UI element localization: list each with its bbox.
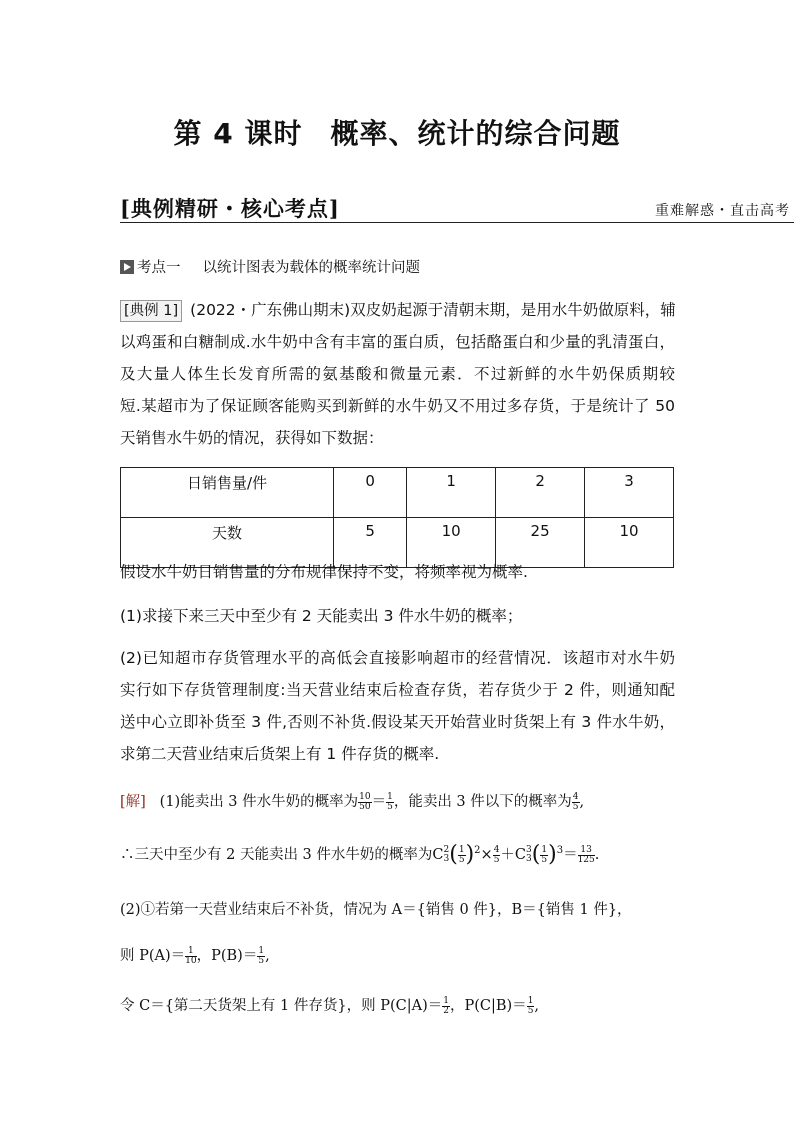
example-line-2: 以鸡蛋和白糖制成.水牛奶中含有丰富的蛋白质，包括酪蛋白和少量的乳清蛋白， [120,333,675,351]
example-paragraph [120,294,675,454]
fraction: $\frac{13}{125}$ [577,844,595,865]
fraction: $\frac{4}{5}$ [572,791,579,812]
question-2-line: 求第二天营业结束后货架上有 1 件存货的概率. [120,745,440,763]
lesson-number: 第 4 课时 [173,117,303,150]
fraction: $\frac{1}{10}$ [185,945,197,966]
play-triangle-icon [120,260,134,274]
question-2-line: (2)已知超市存货管理水平的高低会直接影响超市的经营情况．该超市对水牛奶 [120,649,675,667]
page-title [0,112,794,152]
solution-tag: [解] [120,794,146,810]
solution-line-4: 则 P(A)＝ $\frac{1}{10}$ ，P(B)＝ $\frac{1}{5}$ , [120,945,270,966]
fraction: $\frac{10}{50}$ [359,791,371,812]
fraction: $\frac{1}{2}$ [443,995,449,1016]
solution-line-1: [解] (1)能卖出 3 件水牛奶的概率为 $\frac{10}{50}$ ＝ $\frac{1}{5}$ ，能卖出 3 件以下的概率为 $\frac{4}{5}$ , [120,791,585,812]
example-tag: [典例 1] [120,300,182,322]
table-cell: 1 [407,468,496,518]
table-cell: 0 [334,468,407,518]
table-row-header: 天数 [121,518,334,568]
solution-line-2: ∴三天中至少有 2 天能卖出 3 件水牛奶的概率为C 2 3 ( $\frac{1}{5}$ )$^2$× $\frac{4}{5}$ ＋C 3 3 ( $\frac{1}{5}$ )$^3$＝ $\frac{13}{125}$ . [120,842,600,867]
topic-name: 以统计图表为载体的概率统计问题 [202,260,420,276]
table-cell: 5 [334,518,407,568]
question-2-line: 实行如下存货管理制度:当天营业结束后检查存货，若存货少于 2 件，则通知配 [120,681,675,699]
section-divider [120,222,794,223]
section-heading: [典例精研・核心考点] [120,196,340,221]
fraction: $\frac{1}{5}$ [258,945,265,966]
question-1: (1)求接下来三天中至少有 2 天能卖出 3 件水牛奶的概率； [120,607,523,625]
solution-line-5: 令 C＝{第二天货架上有 1 件存货}，则 P(C|A)＝ $\frac{1}{2}$ ，P(C|B)＝ $\frac{1}{5}$ , [120,995,540,1016]
example-line-1: [典例 1] (2022・广东佛山期末)双皮奶起源于清朝末期，是用水牛奶做原料，辅 [120,294,675,326]
table-row-header: 日销售量/件 [121,468,334,518]
fraction: $\frac{1}{5}$ [387,791,393,812]
lesson-topic: 概率、统计的综合问题 [330,117,621,150]
topic-heading [120,256,420,277]
table-cell: 3 [585,468,674,518]
fraction: $\frac{1}{5}$ [527,995,534,1016]
table-cell: 10 [407,518,496,568]
table-row [121,468,674,518]
topic-label: 考点一 [137,260,181,276]
table-cell: 25 [496,518,585,568]
question-2-line: 送中心立即补货至 3 件,否则不补货.假设某天开始营业时货架上有 3 件水牛奶， [120,713,675,731]
question-2 [120,642,675,770]
assumption-text: 假设水牛奶日销售量的分布规律保持不变，将频率视为概率. [120,563,528,581]
table-cell: 10 [585,518,674,568]
solution-line-3: (2)①若第一天营业结束后不补货，情况为 A＝{销售 0 件}，B＝{销售 1 件}， [120,902,632,918]
table-cell: 2 [496,468,585,518]
example-line-5: 天销售水牛奶的情况，获得如下数据： [120,429,384,447]
example-line-4: 短.某超市为了保证顾客能购买到新鲜的水牛奶又不用过多存货，于是统计了 50 [120,397,675,415]
section-subtitle: 重难解惑・直击高考 [655,203,790,219]
example-line-3: 及大量人体生长发育所需的氨基酸和微量元素．不过新鲜的水牛奶保质期较 [120,365,675,383]
sales-table [120,467,674,568]
